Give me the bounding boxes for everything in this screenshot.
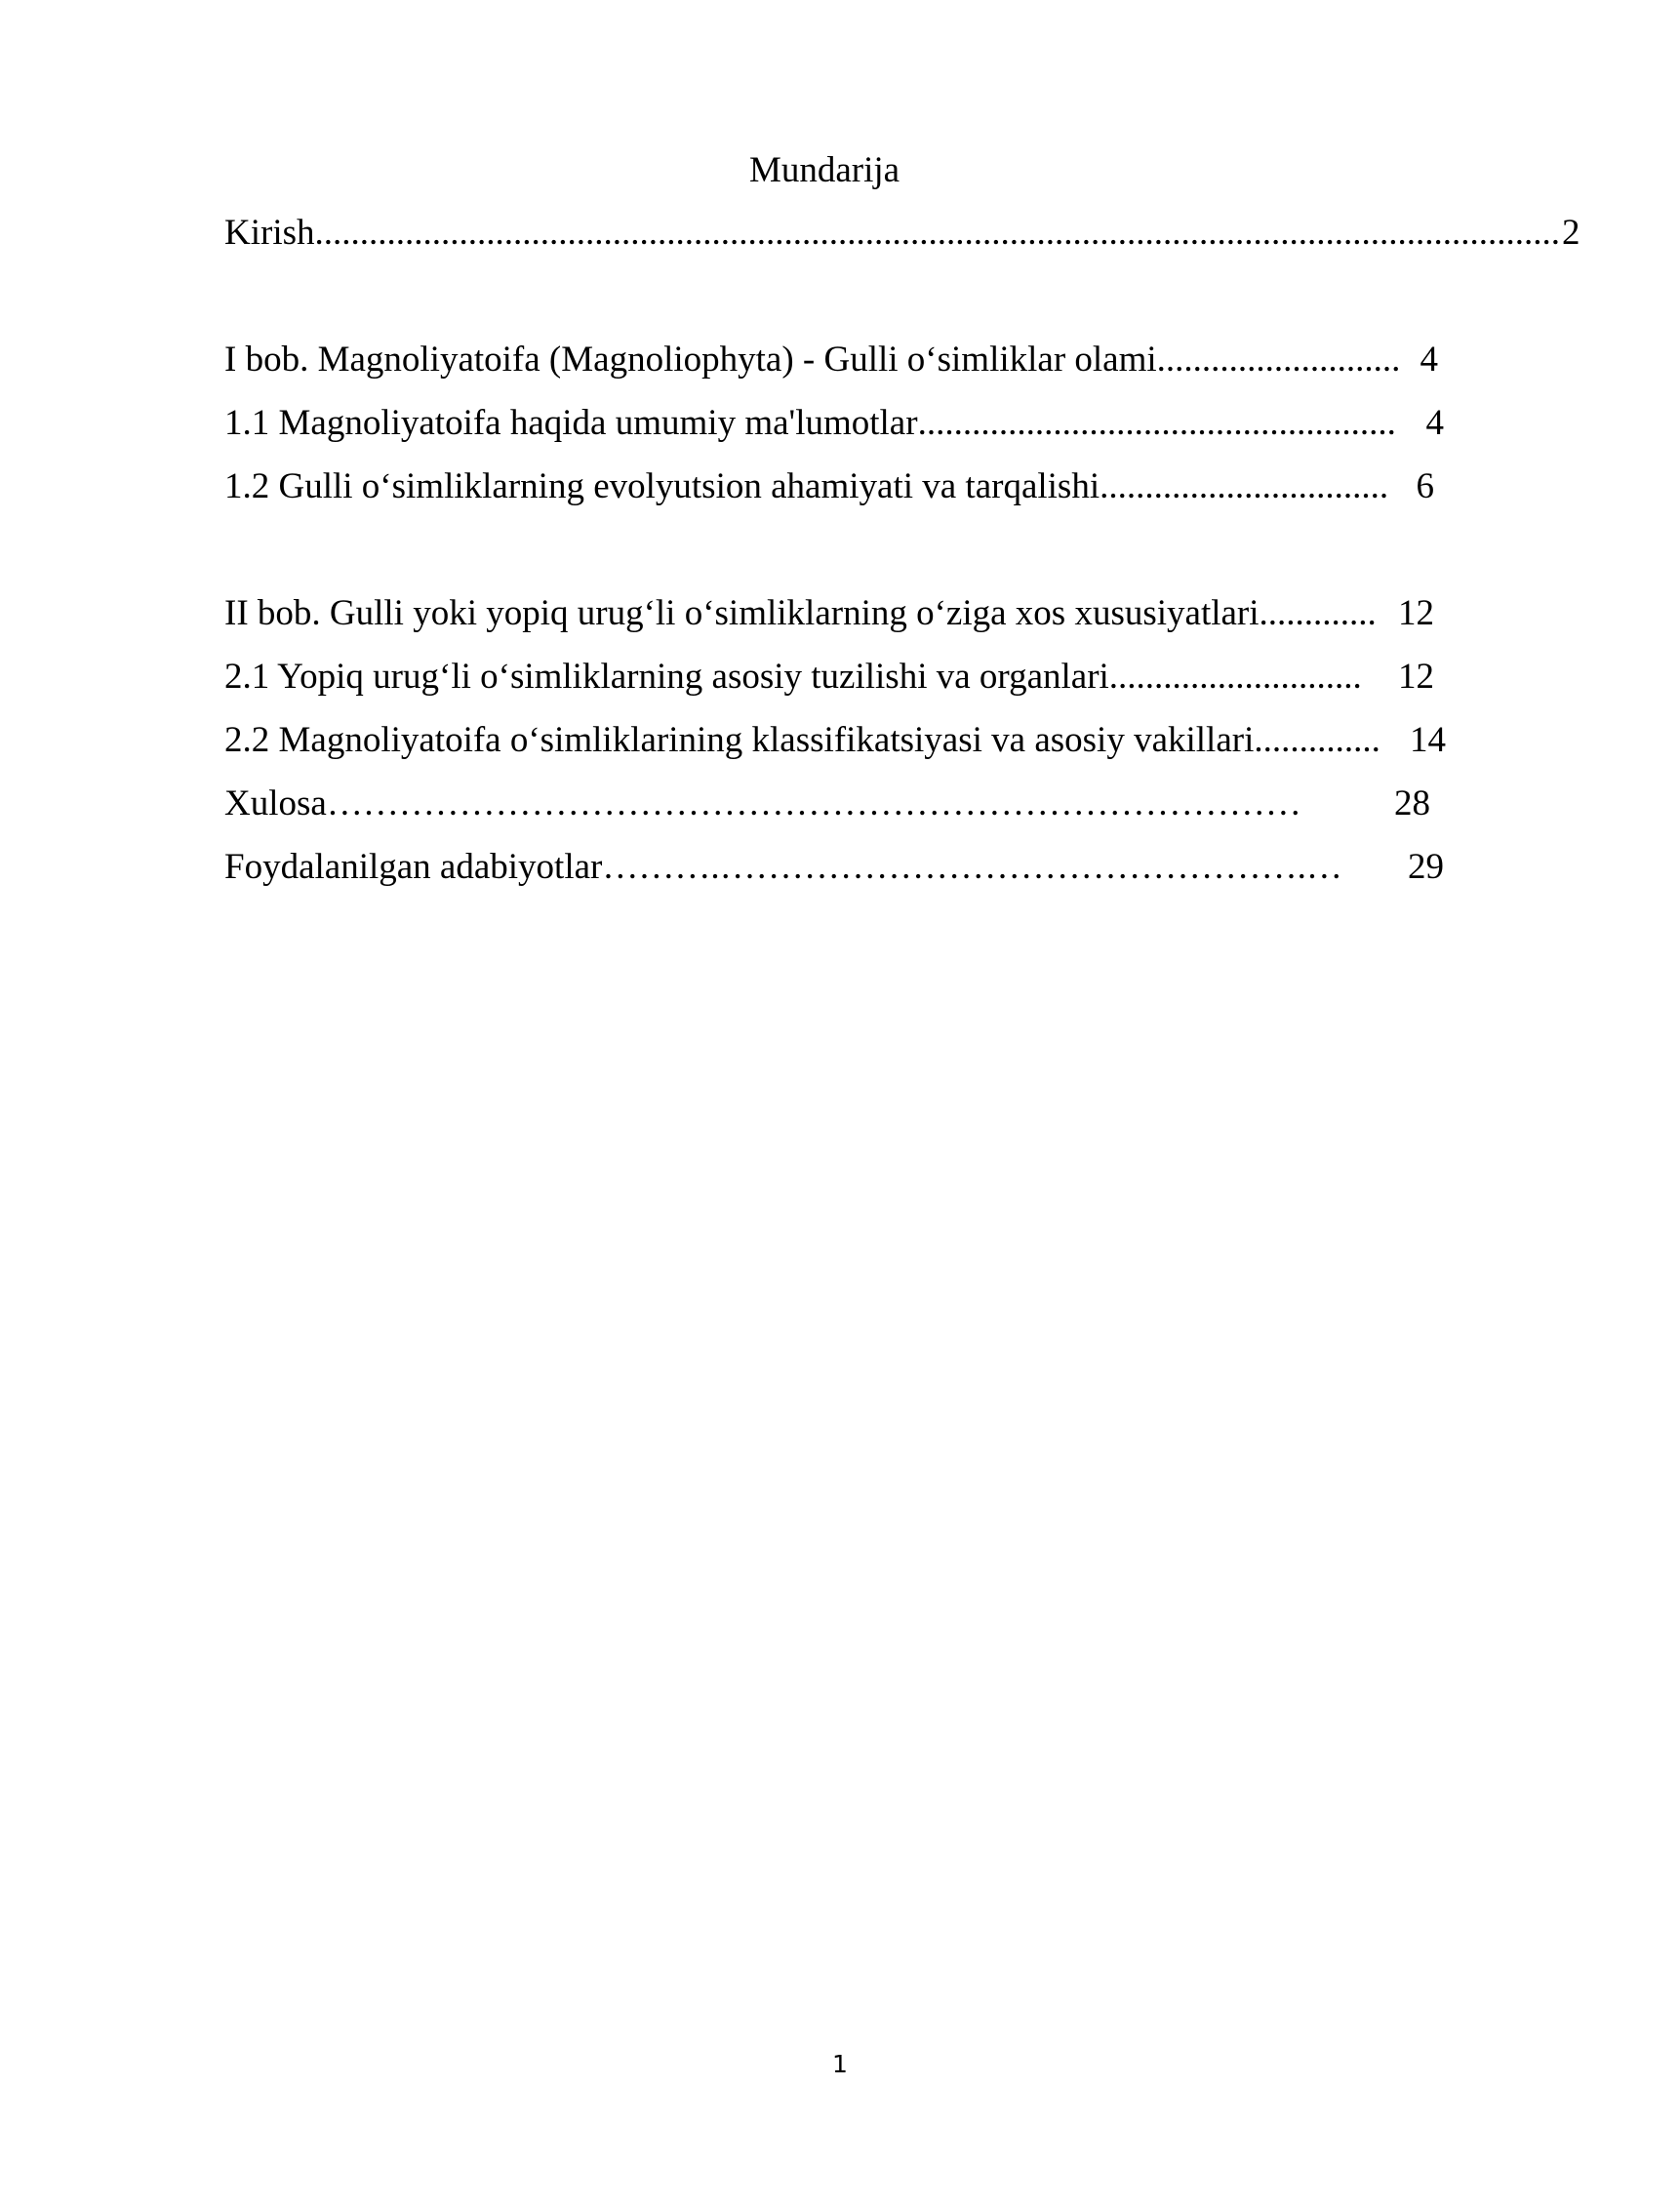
toc-entry-page: 2 (1562, 213, 1580, 253)
page-number: 1 (832, 2050, 848, 2078)
toc-entry-page: 4 (1425, 403, 1444, 443)
toc-leader-dots: ............. (1259, 593, 1377, 633)
toc-leader-dots: ……………………………………………………………………… (326, 783, 1301, 823)
toc-entry-page: 28 (1394, 783, 1430, 823)
toc-entry-label: 2.2 Magnoliyatoifa o‘simliklarining klassifikatsiyasi va asosiy vakillari (224, 720, 1255, 760)
toc-entry-label: Xulosa (224, 783, 327, 823)
toc-leader-dots: ............................ (1108, 657, 1362, 697)
toc-entry-chapter-2 (224, 589, 1434, 638)
toc-entry-label: 2.1 Yopiq urug‘li o‘simliklarning asosiy tuzilishi va organlari (224, 657, 1109, 697)
toc-entry-section-2-2 (224, 716, 1446, 765)
toc-entry-label: I bob. Magnoliyatoifa (Magnoliophyta) - Gulli o‘simliklar olami (224, 340, 1157, 380)
toc-entry-section-1-2 (224, 462, 1434, 511)
toc-leader-dots: .......................................................................................................................................... (314, 213, 1560, 253)
toc-entry-page: 29 (1408, 847, 1444, 887)
toc-entry-label: II bob. Gulli yoki yopiq urug‘li o‘simliklarning o‘ziga xos xususiyatlari (224, 593, 1260, 633)
toc-entry-xulosa (224, 780, 1430, 828)
toc-leader-dots: ……….………………………………………….… (602, 847, 1342, 887)
toc-entry-page: 6 (1416, 466, 1434, 506)
toc-entry-label: 1.1 Magnoliyatoifa haqida umumiy ma'lumotlar (224, 403, 918, 443)
toc-entry-page: 14 (1410, 720, 1446, 760)
toc-entry-page: 4 (1420, 340, 1438, 380)
toc-leader-dots: .............. (1254, 720, 1380, 760)
toc-entry-section-1-1 (224, 399, 1444, 448)
toc-title: Mundarija (748, 150, 900, 190)
toc-entry-kirish (224, 209, 1580, 258)
toc-entry-page: 12 (1398, 593, 1434, 633)
toc-entry-section-2-1 (224, 653, 1434, 702)
toc-entry-label: 1.2 Gulli o‘simliklarning evolyutsion ahamiyati va tarqalishi (224, 466, 1100, 506)
toc-entry-label: Kirish (224, 213, 315, 253)
toc-leader-dots: ..................................................... (917, 403, 1396, 443)
toc-leader-dots: ................................ (1100, 466, 1389, 506)
toc-entry-bibliography (224, 843, 1444, 892)
toc-entry-chapter-1 (224, 336, 1438, 384)
toc-entry-page: 12 (1398, 657, 1434, 697)
toc-entry-label: Foydalanilgan adabiyotlar (224, 847, 603, 887)
toc-leader-dots: ........................... (1156, 340, 1401, 380)
